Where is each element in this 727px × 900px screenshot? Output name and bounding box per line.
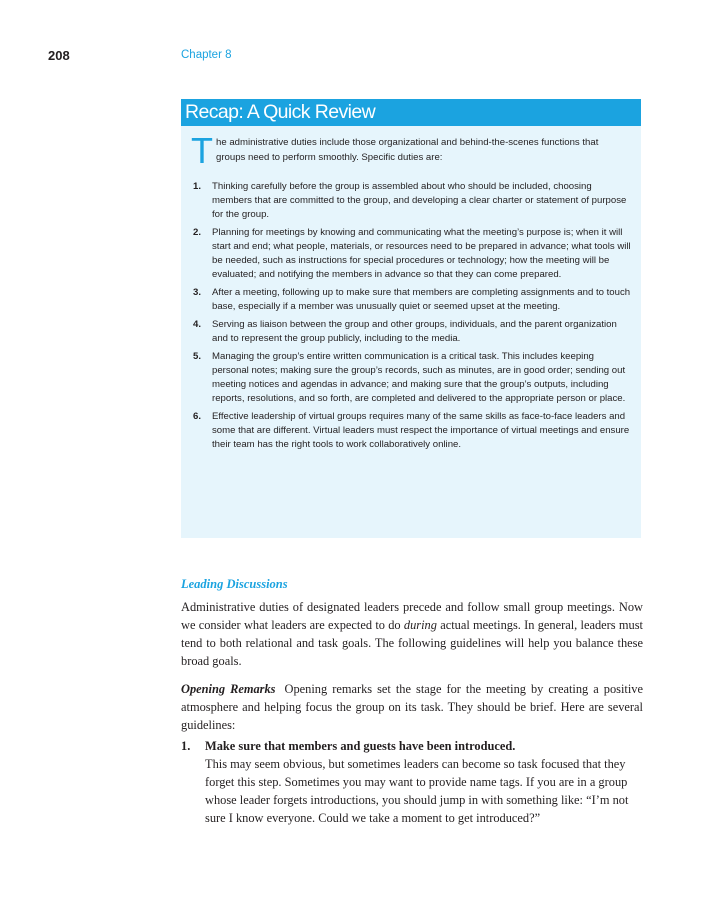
guideline-item	[181, 737, 643, 827]
recap-item-number: 1.	[193, 181, 202, 192]
recap-item-text: Thinking carefully before the group is assembled about who should be included, choosing members that are committed to the group, and developing a clear charter or statement of purpose for the group.	[212, 181, 627, 220]
recap-list-item	[193, 286, 633, 314]
recap-list-item	[193, 410, 633, 452]
chapter-label: Chapter 8	[181, 49, 232, 61]
recap-item-text: Serving as liaison between the group and other groups, individuals, and the parent organization and to represent the group publicly, including to the media.	[212, 319, 617, 344]
para1-emphasis: during	[403, 618, 437, 632]
drop-cap: T	[191, 130, 213, 171]
run-in-subheading: Opening Remarks	[181, 682, 276, 696]
recap-item-number: 2.	[193, 227, 202, 238]
recap-list-item	[193, 180, 633, 222]
recap-list-item	[193, 226, 633, 282]
recap-list	[193, 180, 633, 456]
recap-intro-text: he administrative duties include those organizational and behind-the-scenes functions that groups need to perform smoothly. Specific duties are:	[216, 137, 599, 163]
para1-text-end: actual meetings. In general, leaders must tend to both relational and task goals. The following guidelines will help you balance these broad goals.	[181, 618, 643, 668]
recap-box	[181, 99, 641, 538]
guideline-text: This may seem obvious, but sometimes leaders can become so task focused that they forget this step. Sometimes you may want to provide name tags. If you are in a group whose leader forgets introductions, you should jump in with something like: “I’m not sure I know everyone. Could we take a moment to get introduced?”	[205, 757, 629, 825]
recap-item-text: Managing the group’s entire written communication is a critical task. This includes keeping personal notes; making sure the group’s records, such as minutes, are in good order; sending out meeting notices and agendas in advance; and making sure that the group’s outputs, including reports, resolutions, and so forth, are completed and delivered to the appropriate person or place.	[212, 351, 626, 404]
guideline-body	[205, 737, 643, 827]
recap-list-item	[193, 350, 633, 406]
recap-intro	[191, 130, 621, 171]
body-paragraph	[181, 598, 643, 670]
guideline-heading: Make sure that members and guests have been introduced.	[205, 739, 516, 753]
recap-item-text: Planning for meetings by knowing and communicating what the meeting’s purpose is; when it will start and end; what people, materials, or resources need to be prepared in advance; what tools will be needed, such as instructions for special procedures or technology; how the meeting will be evaluated; and notifying the members in advance so that they can come prepared.	[212, 227, 631, 280]
recap-title-bar	[181, 99, 641, 126]
recap-item-number: 4.	[193, 319, 202, 330]
para1-text-start: Administrative duties of designated leaders precede and follow small group meetings. Now we consider what leaders are expected to do	[181, 600, 643, 632]
recap-item-number: 3.	[193, 287, 202, 298]
page-number: 208	[48, 48, 70, 63]
recap-title: Recap: A Quick Review	[185, 101, 376, 123]
recap-list-item	[193, 318, 633, 346]
recap-item-number: 6.	[193, 411, 202, 422]
section-heading: Leading Discussions	[181, 577, 288, 591]
recap-item-number: 5.	[193, 351, 202, 362]
recap-item-text: After a meeting, following up to make sure that members are completing assignments and to touch base, especially if a member was unusually quiet or seemed upset at the meeting.	[212, 287, 631, 312]
body-paragraph	[181, 680, 643, 734]
guideline-number: 1.	[181, 739, 191, 753]
recap-item-text: Effective leadership of virtual groups requires many of the same skills as face-to-face leaders and some that are different. Virtual leaders must respect the importance of virtual meetings and ensure their team has the right tools to work collaboratively online.	[212, 411, 630, 450]
para2-text: Opening remarks set the stage for the meeting by creating a positive atmosphere and helping focus the group on its task. They should be brief. Here are several guidelines:	[181, 682, 643, 732]
